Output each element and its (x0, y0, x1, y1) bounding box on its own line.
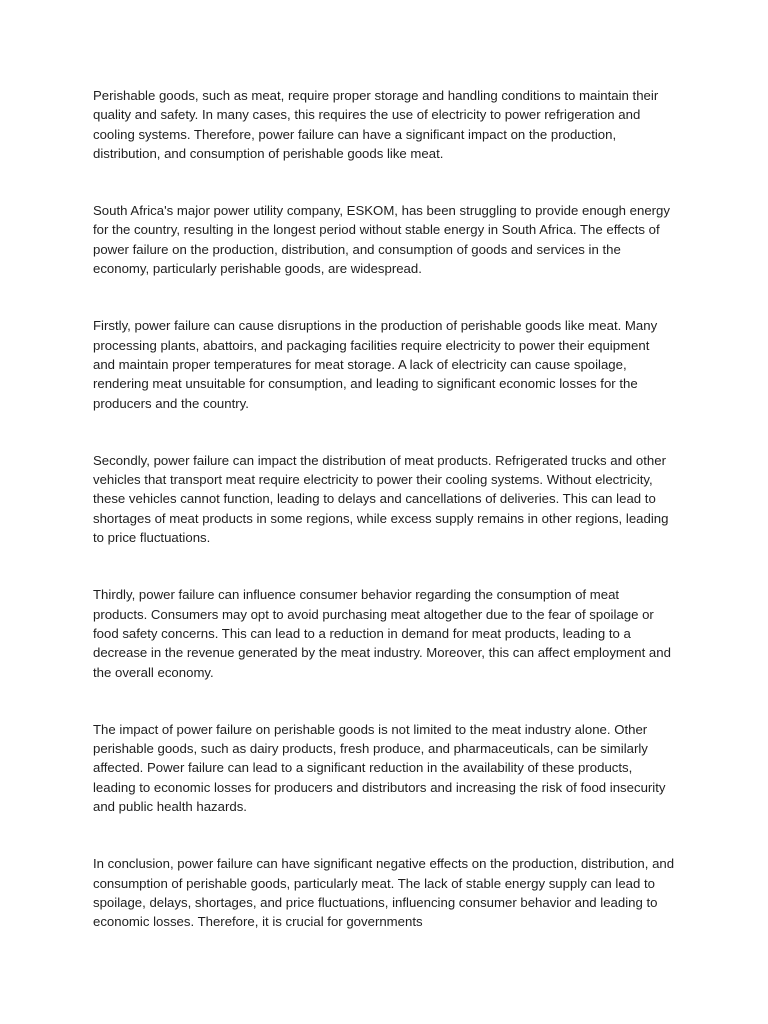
document-body (93, 86, 675, 970)
paragraph-intro: Perishable goods, such as meat, require proper storage and handling conditions to maintain their quality and safety. In many cases, this requires the use of electricity to power refrigeration and cooling systems. Therefore, power failure can have a significant impact on the production, distribution, and consumption of perishable goods like meat. (93, 88, 659, 161)
paragraph-consumption: Thirdly, power failure can influence consumer behavior regarding the consumption of meat products. Consumers may opt to avoid purchasing meat altogether due to the fear of spoilage or food safety concerns. This can lead to a reduction in demand for meat products, leading to a decrease in the revenue generated by the meat industry. Moreover, this can affect employment and the overall economy. (93, 587, 671, 680)
paragraph-conclusion: In conclusion, power failure can have significant negative effects on the production, distribution, and consumption of perishable goods, particularly meat. The lack of stable energy supply can lead to spoilage, delays, shortages, and price fluctuations, influencing consumer behavior and leading to economic losses. Therefore, it is crucial for governments (93, 856, 675, 930)
paragraph-production: Firstly, power failure can cause disruptions in the production of perishable goods like meat. Many processing plants, abattoirs, and packaging facilities require electricity to power their equipment and maintain proper temperatures for meat storage. A lack of electricity can cause spoilage, rendering meat unsuitable for consumption, and leading to significant economic losses for the producers and the country. (93, 318, 658, 411)
paragraph-other-goods: The impact of power failure on perishable goods is not limited to the meat industry alone. Other perishable goods, such as dairy products, fresh produce, and pharmaceuticals, can be similarly affected. Power failure can lead to a significant reduction in the availability of these products, leading to economic losses for producers and distributors and increasing the risk of food insecurity and public health hazards. (93, 721, 666, 815)
paragraph-distribution: Secondly, power failure can impact the distribution of meat products. Refrigerated trucks and other vehicles that transport meat require electricity to power their cooling systems. Without electricity, these vehicles cannot function, leading to delays and cancellations of deliveries. This can lead to shortages of meat products in some regions, while excess supply remains in other regions, leading to price fluctuations. (93, 452, 669, 546)
paragraph-eskom: South Africa's major power utility company, ESKOM, has been struggling to provide enough energy for the country, resulting in the longest period without stable energy in South Africa. The effects of power failure on the production, distribution, and consumption of goods and services in the economy, particularly perishable goods, are widespread. (93, 203, 670, 277)
